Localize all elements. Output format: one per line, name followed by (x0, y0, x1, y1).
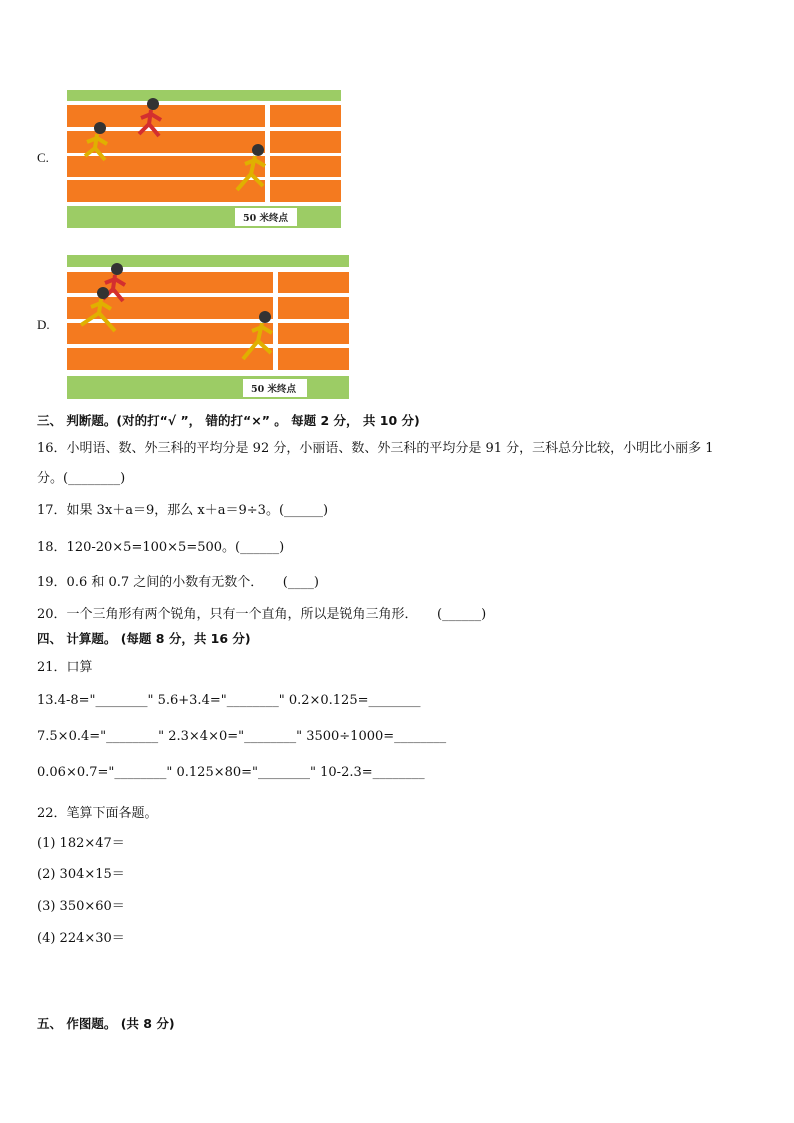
mental-math-row: 13.4-8="________" 5.6+3.4="________" 0.2×0.125=________ (37, 693, 421, 708)
written-calc-item: (2) 304×15＝ (37, 867, 125, 882)
option-d-label: D. (37, 317, 50, 332)
question-22-title: 22．笔算下面各题。 (37, 806, 158, 821)
option-c-track-image (67, 90, 341, 228)
question-16-line1: 16．小明语、数、外三科的平均分是 92 分，小丽语、数、外三科的平均分是 91 分，三科总分比较，小明比小丽多 1 (37, 441, 714, 456)
mental-math-row: 7.5×0.4="________" 2.3×4×0="________" 3500÷1000=________ (37, 729, 447, 744)
written-calc-item: (4) 224×30＝ (37, 931, 125, 946)
option-c-label: C. (37, 150, 49, 165)
finish-label: 50 米终点 (251, 384, 297, 395)
written-calc-item: (3) 350×60＝ (37, 899, 125, 914)
question-21-title: 21．口算 (37, 660, 93, 675)
written-calc-item: (1) 182×47＝ (37, 836, 125, 851)
section5-heading: 五、 作图题。 (共 8 分) (37, 1016, 175, 1031)
mental-math-row: 0.06×0.7="________" 0.125×80="________" 10-2.3=________ (37, 765, 425, 780)
section3-heading: 三、 判断题。(对的打“√ ”， 错的打“×” 。 每题 2 分， 共 10 分) (37, 413, 420, 428)
section4-heading: 四、 计算题。 (每题 8 分，共 16 分) (37, 631, 251, 646)
question-19: 19．0.6 和 0.7 之间的小数有无数个． (____) (37, 575, 319, 590)
question-20: 20．一个三角形有两个锐角，只有一个直角，所以是锐角三角形． (______) (37, 607, 487, 622)
finish-label: 50 米终点 (243, 213, 289, 224)
question-17: 17．如果 3x＋a＝9，那么 x＋a＝9÷3。(______) (37, 503, 329, 518)
option-d-track-image (67, 255, 349, 399)
question-16-line2: 分。(________) (37, 471, 126, 486)
question-18: 18．120-20×5=100×5=500。(______) (37, 540, 285, 555)
